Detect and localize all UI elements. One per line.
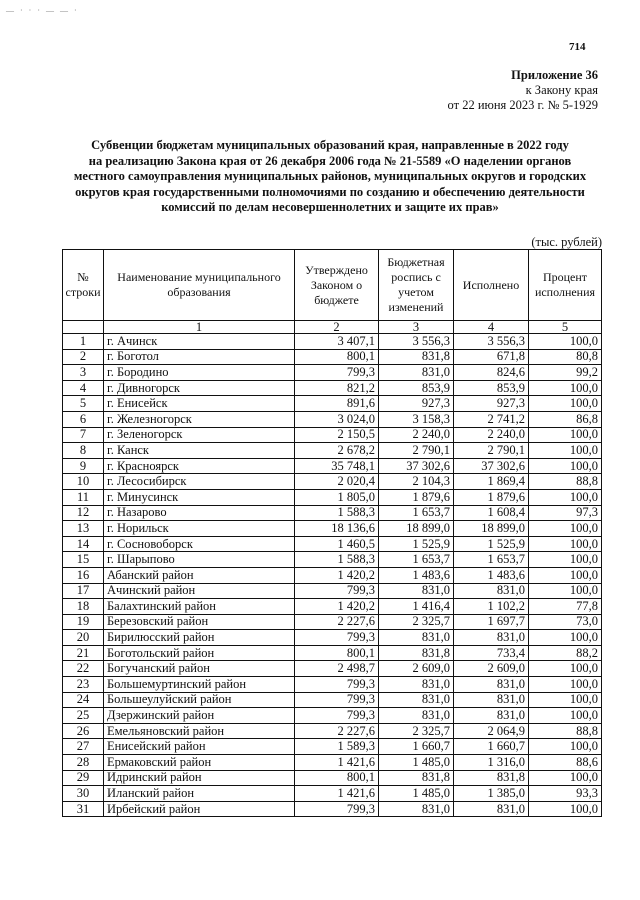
approved-amount-cell: 799,3	[295, 692, 379, 708]
municipality-name-cell: г. Боготол	[104, 349, 295, 365]
table-row	[63, 692, 602, 708]
executed-amount-cell: 671,8	[454, 349, 529, 365]
executed-amount-cell: 2 240,0	[454, 427, 529, 443]
table-row	[63, 536, 602, 552]
table-row	[63, 427, 602, 443]
title-line: комиссий по делам несовершеннолетних и защите их прав»	[161, 200, 499, 215]
table-row	[63, 505, 602, 521]
percent-cell: 93,3	[529, 786, 602, 802]
column-number-blank	[63, 321, 104, 334]
budget-schedule-cell: 2 790,1	[379, 443, 454, 459]
percent-cell: 100,0	[529, 692, 602, 708]
approved-amount-cell: 1 460,5	[295, 536, 379, 552]
approved-amount-cell: 800,1	[295, 645, 379, 661]
column-number: 5	[529, 321, 602, 334]
appendix-law-date: от 22 июня 2023 г. № 5-1929	[447, 98, 598, 112]
row-number-cell: 18	[63, 599, 104, 615]
municipality-name-cell: г. Дивногорск	[104, 380, 295, 396]
table-row	[63, 786, 602, 802]
row-number-cell: 28	[63, 755, 104, 771]
row-number-cell: 29	[63, 770, 104, 786]
municipality-name-cell: Большеулуйский район	[104, 692, 295, 708]
municipality-name-cell: г. Шарыпово	[104, 552, 295, 568]
municipality-name-cell: г. Назарово	[104, 505, 295, 521]
approved-amount-cell: 821,2	[295, 380, 379, 396]
header-municipality: Наименование муниципального образования	[104, 250, 295, 321]
budget-schedule-cell: 927,3	[379, 396, 454, 412]
approved-amount-cell: 799,3	[295, 365, 379, 381]
appendix-block	[448, 68, 598, 113]
percent-cell: 100,0	[529, 552, 602, 568]
budget-schedule-cell: 831,8	[379, 770, 454, 786]
row-number-cell: 8	[63, 443, 104, 459]
percent-cell: 100,0	[529, 770, 602, 786]
title-line: округов края государственными полномочиями по созданию и обеспечению деятельности	[75, 184, 585, 199]
approved-amount-cell: 2 227,6	[295, 614, 379, 630]
approved-amount-cell: 799,3	[295, 708, 379, 724]
percent-cell: 100,0	[529, 630, 602, 646]
percent-cell: 88,8	[529, 474, 602, 490]
table-row	[63, 365, 602, 381]
executed-amount-cell: 3 556,3	[454, 334, 529, 350]
municipality-name-cell: г. Железногорск	[104, 411, 295, 427]
approved-amount-cell: 3 407,1	[295, 334, 379, 350]
table-row	[63, 489, 602, 505]
table-row	[63, 739, 602, 755]
approved-amount-cell: 1 421,6	[295, 755, 379, 771]
budget-schedule-cell: 1 483,6	[379, 567, 454, 583]
budget-schedule-cell: 1 879,6	[379, 489, 454, 505]
percent-cell: 100,0	[529, 567, 602, 583]
row-number-cell: 20	[63, 630, 104, 646]
executed-amount-cell: 1 653,7	[454, 552, 529, 568]
budget-schedule-cell: 831,8	[379, 645, 454, 661]
table-row	[63, 630, 602, 646]
budget-schedule-cell: 831,0	[379, 692, 454, 708]
header-percent: Процент исполнения	[529, 250, 602, 321]
appendix-law-ref: к Закону края	[525, 83, 598, 97]
budget-schedule-cell: 831,0	[379, 583, 454, 599]
percent-cell: 86,8	[529, 411, 602, 427]
row-number-cell: 13	[63, 521, 104, 537]
percent-cell: 100,0	[529, 458, 602, 474]
budget-schedule-cell: 831,0	[379, 365, 454, 381]
table-row	[63, 411, 602, 427]
executed-amount-cell: 831,0	[454, 708, 529, 724]
approved-amount-cell: 18 136,6	[295, 521, 379, 537]
row-number-cell: 4	[63, 380, 104, 396]
row-number-cell: 5	[63, 396, 104, 412]
row-number-cell: 21	[63, 645, 104, 661]
approved-amount-cell: 2 678,2	[295, 443, 379, 459]
row-number-cell: 27	[63, 739, 104, 755]
table-row	[63, 645, 602, 661]
row-number-cell: 30	[63, 786, 104, 802]
executed-amount-cell: 853,9	[454, 380, 529, 396]
table-row	[63, 801, 602, 817]
municipality-name-cell: Ачинский район	[104, 583, 295, 599]
row-number-cell: 22	[63, 661, 104, 677]
percent-cell: 97,3	[529, 505, 602, 521]
column-number: 1	[104, 321, 295, 334]
header-row-number: № строки	[63, 250, 104, 321]
table-row	[63, 770, 602, 786]
municipality-name-cell: г. Бородино	[104, 365, 295, 381]
budget-schedule-cell: 3 158,3	[379, 411, 454, 427]
executed-amount-cell: 824,6	[454, 365, 529, 381]
unit-note: (тыс. рублей)	[531, 235, 602, 249]
row-number-cell: 25	[63, 708, 104, 724]
municipality-name-cell: Емельяновский район	[104, 723, 295, 739]
executed-amount-cell: 2 064,9	[454, 723, 529, 739]
approved-amount-cell: 2 227,6	[295, 723, 379, 739]
row-number-cell: 12	[63, 505, 104, 521]
table-row	[63, 567, 602, 583]
percent-cell: 100,0	[529, 583, 602, 599]
budget-schedule-cell: 1 525,9	[379, 536, 454, 552]
percent-cell: 100,0	[529, 677, 602, 693]
row-number-cell: 9	[63, 458, 104, 474]
percent-cell: 100,0	[529, 801, 602, 817]
municipality-name-cell: Абанский район	[104, 567, 295, 583]
executed-amount-cell: 831,0	[454, 801, 529, 817]
percent-cell: 100,0	[529, 489, 602, 505]
approved-amount-cell: 799,3	[295, 630, 379, 646]
table-row	[63, 755, 602, 771]
executed-amount-cell: 1 525,9	[454, 536, 529, 552]
approved-amount-cell: 800,1	[295, 349, 379, 365]
budget-schedule-cell: 831,0	[379, 801, 454, 817]
approved-amount-cell: 1 421,6	[295, 786, 379, 802]
approved-amount-cell: 1 588,3	[295, 552, 379, 568]
budget-schedule-cell: 2 325,7	[379, 614, 454, 630]
executed-amount-cell: 1 316,0	[454, 755, 529, 771]
table-row	[63, 474, 602, 490]
table-row	[63, 396, 602, 412]
percent-cell: 88,8	[529, 723, 602, 739]
approved-amount-cell: 3 024,0	[295, 411, 379, 427]
approved-amount-cell: 2 498,7	[295, 661, 379, 677]
executed-amount-cell: 1 483,6	[454, 567, 529, 583]
column-number: 3	[379, 321, 454, 334]
executed-amount-cell: 831,0	[454, 677, 529, 693]
budget-schedule-cell: 37 302,6	[379, 458, 454, 474]
row-number-cell: 16	[63, 567, 104, 583]
budget-schedule-cell: 1 485,0	[379, 786, 454, 802]
row-number-cell: 24	[63, 692, 104, 708]
municipality-name-cell: г. Сосновоборск	[104, 536, 295, 552]
percent-cell: 100,0	[529, 427, 602, 443]
subvention-table	[62, 249, 602, 817]
executed-amount-cell: 37 302,6	[454, 458, 529, 474]
table-row	[63, 521, 602, 537]
municipality-name-cell: Иланский район	[104, 786, 295, 802]
approved-amount-cell: 1 420,2	[295, 599, 379, 615]
executed-amount-cell: 1 660,7	[454, 739, 529, 755]
table-row	[63, 380, 602, 396]
percent-cell: 88,6	[529, 755, 602, 771]
title-line: на реализацию Закона края от 26 декабря 2006 года № 21-5589 «О наделении органов	[88, 153, 572, 168]
municipality-name-cell: Идринский район	[104, 770, 295, 786]
executed-amount-cell: 831,0	[454, 630, 529, 646]
approved-amount-cell: 2 020,4	[295, 474, 379, 490]
header-budget-schedule: Бюджетная роспись с учетом изменений	[379, 250, 454, 321]
row-number-cell: 11	[63, 489, 104, 505]
executed-amount-cell: 1 879,6	[454, 489, 529, 505]
table-row	[63, 599, 602, 615]
municipality-name-cell: Ирбейский район	[104, 801, 295, 817]
table-row	[63, 723, 602, 739]
approved-amount-cell: 2 150,5	[295, 427, 379, 443]
row-number-cell: 26	[63, 723, 104, 739]
budget-schedule-cell: 2 325,7	[379, 723, 454, 739]
budget-schedule-cell: 831,0	[379, 630, 454, 646]
budget-schedule-cell: 831,8	[379, 349, 454, 365]
budget-schedule-cell: 1 653,7	[379, 505, 454, 521]
municipality-name-cell: г. Красноярск	[104, 458, 295, 474]
column-number: 4	[454, 321, 529, 334]
municipality-name-cell: г. Норильск	[104, 521, 295, 537]
executed-amount-cell: 831,0	[454, 583, 529, 599]
title-line: Субвенции бюджетам муниципальных образований края, направленные в 2022 году	[91, 138, 569, 152]
municipality-name-cell: г. Зеленогорск	[104, 427, 295, 443]
row-number-cell: 19	[63, 614, 104, 630]
budget-schedule-cell: 1 485,0	[379, 755, 454, 771]
percent-cell: 77,8	[529, 599, 602, 615]
approved-amount-cell: 1 420,2	[295, 567, 379, 583]
approved-amount-cell: 1 588,3	[295, 505, 379, 521]
row-number-cell: 23	[63, 677, 104, 693]
executed-amount-cell: 1 697,7	[454, 614, 529, 630]
executed-amount-cell: 2 741,2	[454, 411, 529, 427]
percent-cell: 100,0	[529, 396, 602, 412]
budget-schedule-cell: 853,9	[379, 380, 454, 396]
percent-cell: 100,0	[529, 380, 602, 396]
municipality-name-cell: Ермаковский район	[104, 755, 295, 771]
executed-amount-cell: 18 899,0	[454, 521, 529, 537]
table-body	[63, 334, 602, 817]
header-approved: Утверждено Законом о бюджете	[295, 250, 379, 321]
table-header-row	[63, 250, 602, 321]
approved-amount-cell: 799,3	[295, 801, 379, 817]
municipality-name-cell: Енисейский район	[104, 739, 295, 755]
row-number-cell: 7	[63, 427, 104, 443]
row-number-cell: 6	[63, 411, 104, 427]
scan-header-marks: — · · · — — ·	[6, 6, 79, 15]
executed-amount-cell: 1 608,4	[454, 505, 529, 521]
row-number-cell: 31	[63, 801, 104, 817]
budget-schedule-cell: 2 104,3	[379, 474, 454, 490]
approved-amount-cell: 799,3	[295, 583, 379, 599]
executed-amount-cell: 927,3	[454, 396, 529, 412]
row-number-cell: 10	[63, 474, 104, 490]
municipality-name-cell: Бирилюсский район	[104, 630, 295, 646]
column-number: 2	[295, 321, 379, 334]
document-title	[50, 138, 610, 216]
municipality-name-cell: г. Ачинск	[104, 334, 295, 350]
row-number-cell: 17	[63, 583, 104, 599]
header-executed: Исполнено	[454, 250, 529, 321]
municipality-name-cell: г. Лесосибирск	[104, 474, 295, 490]
municipality-name-cell: Боготольский район	[104, 645, 295, 661]
budget-schedule-cell: 831,0	[379, 708, 454, 724]
executed-amount-cell: 831,0	[454, 692, 529, 708]
percent-cell: 80,8	[529, 349, 602, 365]
approved-amount-cell: 1 589,3	[295, 739, 379, 755]
column-number-row	[63, 321, 602, 334]
table-row	[63, 614, 602, 630]
table-row	[63, 349, 602, 365]
budget-schedule-cell: 1 660,7	[379, 739, 454, 755]
municipality-name-cell: Балахтинский район	[104, 599, 295, 615]
municipality-name-cell: г. Енисейск	[104, 396, 295, 412]
table-row	[63, 677, 602, 693]
percent-cell: 100,0	[529, 443, 602, 459]
table-row	[63, 661, 602, 677]
municipality-name-cell: Большемуртинский район	[104, 677, 295, 693]
page-number: 714	[569, 41, 586, 53]
approved-amount-cell: 799,3	[295, 677, 379, 693]
executed-amount-cell: 1 869,4	[454, 474, 529, 490]
appendix-title: Приложение 36	[511, 68, 598, 82]
municipality-name-cell: г. Канск	[104, 443, 295, 459]
approved-amount-cell: 891,6	[295, 396, 379, 412]
budget-schedule-cell: 2 609,0	[379, 661, 454, 677]
municipality-name-cell: Богучанский район	[104, 661, 295, 677]
table-row	[63, 458, 602, 474]
municipality-name-cell: Дзержинский район	[104, 708, 295, 724]
table-row	[63, 552, 602, 568]
approved-amount-cell: 35 748,1	[295, 458, 379, 474]
table-row	[63, 708, 602, 724]
percent-cell: 100,0	[529, 536, 602, 552]
municipality-name-cell: г. Минусинск	[104, 489, 295, 505]
budget-schedule-cell: 1 653,7	[379, 552, 454, 568]
percent-cell: 100,0	[529, 521, 602, 537]
percent-cell: 100,0	[529, 739, 602, 755]
percent-cell: 100,0	[529, 334, 602, 350]
budget-schedule-cell: 831,0	[379, 677, 454, 693]
budget-schedule-cell: 3 556,3	[379, 334, 454, 350]
executed-amount-cell: 1 385,0	[454, 786, 529, 802]
budget-schedule-cell: 1 416,4	[379, 599, 454, 615]
percent-cell: 100,0	[529, 661, 602, 677]
budget-schedule-cell: 18 899,0	[379, 521, 454, 537]
percent-cell: 73,0	[529, 614, 602, 630]
municipality-name-cell: Березовский район	[104, 614, 295, 630]
percent-cell: 100,0	[529, 708, 602, 724]
executed-amount-cell: 831,8	[454, 770, 529, 786]
executed-amount-cell: 2 790,1	[454, 443, 529, 459]
row-number-cell: 14	[63, 536, 104, 552]
row-number-cell: 15	[63, 552, 104, 568]
table-row	[63, 334, 602, 350]
executed-amount-cell: 733,4	[454, 645, 529, 661]
title-line: местного самоуправления муниципальных районов, муниципальных округов и городских	[73, 169, 587, 184]
row-number-cell: 2	[63, 349, 104, 365]
budget-schedule-cell: 2 240,0	[379, 427, 454, 443]
percent-cell: 88,2	[529, 645, 602, 661]
row-number-cell: 3	[63, 365, 104, 381]
percent-cell: 99,2	[529, 365, 602, 381]
row-number-cell: 1	[63, 334, 104, 350]
executed-amount-cell: 2 609,0	[454, 661, 529, 677]
executed-amount-cell: 1 102,2	[454, 599, 529, 615]
approved-amount-cell: 1 805,0	[295, 489, 379, 505]
table-row	[63, 583, 602, 599]
approved-amount-cell: 800,1	[295, 770, 379, 786]
table-row	[63, 443, 602, 459]
